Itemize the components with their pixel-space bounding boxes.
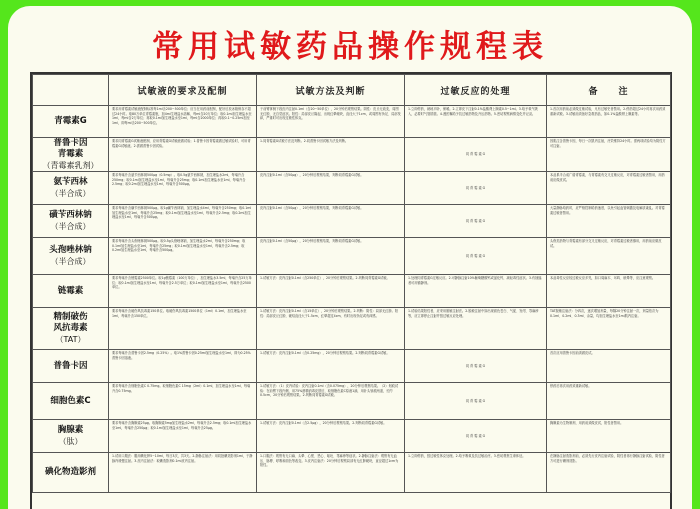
table-row [33,308,671,350]
table-row [33,138,671,172]
drug-name: 细胞色素C [50,395,91,406]
drug-name-cell [33,106,109,138]
method-cell: 于前臂掌侧下段皮内注射0.1ml（含20~50单位），20分钟后观察结果。阴性：皮丘无改变，周围无红肿，无自觉症状。阳性：局部皮丘隆起，出现红晕硬块，直径大于1cm，或周围有伪足、局部发痒，严重时可出现过敏性休克。 [257,106,405,138]
preparation-cell: 要求用青霉素试敏液配制标准每1ml含200~500单位；应当在用药前配制，配好后放冰箱保存不超过24小时。取80万单位青霉素瓶，加4ml生理盐水溶解，每ml含20万单位；取0.1ml加生理盐水至1ml，每ml含2万单位；再取0.1ml加生理盐水至1ml，每ml含2000单位；再取0.1~0.25ml加至1ml，即每ml含200~500单位。 [109,106,257,138]
treatment-cell: 同 青 霉 素 G [405,172,547,205]
table-row [33,172,671,205]
header-preparation: 试敏液的要求及配制 [109,75,257,106]
notes-cell: 1.首次用药前必须做过敏试验，凡有过敏史者禁用。2.停药超过24小时再次用药须重新试敏。3.试敏前须备好急救药品，如0.1%盐酸肾上腺素等。 [547,106,671,138]
treatment-cell: 同 青 霉 素 G [405,350,547,383]
drug-name-cell [33,275,109,308]
preparation-cell: 要求每毫升含胸腺素25μg。取胸腺素5mg加生理盐水2ml，每毫升含2.5mg；取0.1ml加生理盐水至1ml，每毫升含250μg；取0.1ml加生理盐水至1ml，每毫升含25μg。 [109,420,257,453]
drug-name: 普鲁卡因 [53,360,88,371]
preparation-cell: 要求每毫升含氨苄西林钠500μg（0.5mg）。取0.5g氨苄西林钠，加生理盐水2ml，每毫升含250mg；取0.1ml加生理盐水至1ml，每毫升含25mg；取0.1ml加生理盐水至1ml，每毫升含2.5mg；取0.2ml加生理盐水至1ml，每毫升含500μg。 [109,172,257,205]
method-cell: 皮内注射0.1ml（含50μg），20分钟后观察结果，判断同青霉素G试敏。 [257,238,405,275]
treatment-cell: 1.试验结果阳性者，应采用脱敏注射法。2.脱敏注射中如出现面色苍白、气促、发绀、荨麻疹等，应立即停止注射并按过敏反应处理。 [405,308,547,350]
preparation-cell: 1.试用口服法：服用碘化钾5~10ml，每日3次，共3天。2.静脉注射法：用同批碘造影剂1ml，于静脉内缓慢注射。3.皮内注射法：取碘造影剂0.1ml皮内注射。 [109,453,257,493]
table-header-row [33,75,671,106]
header-drug [33,75,109,106]
notes-cell: TAT脱敏注射法：分四次，逐次增加剂量，每隔20分钟注射一次，剂量依次为0.1ml、0.2ml、0.3ml、余量，均加生理盐水至1ml肌内注射。 [547,308,671,350]
drug-name: 青霉素 [57,149,84,159]
drug-name-cell [33,383,109,420]
drug-subtitle: （肽） [58,437,83,446]
preparation-cell: 要求每毫升含普鲁卡因2.5mg（0.25%）。取1%普鲁卡因0.25ml加生理盐水至1ml，即为0.25%普鲁卡因溶液。 [109,350,257,383]
drug-name: 精制破伤 [53,312,88,322]
notes-cell: 头孢类药物与青霉素有部分交叉过敏反应，对青霉素过敏者慎用，用药前应做皮试。 [547,238,671,275]
method-cell: 1.试敏方法：皮内注射0.1ml（含15单位），20分钟后观察结果。2.判断：阴性：局部无红肿。阳性：局部皮丘红肿，硬结直径大于1.5cm，红晕超过4cm，有时出现伪足或有痒感。 [257,308,405,350]
drug-name: 风抗毒素 [53,323,88,333]
table-row [33,275,671,308]
table-row [33,106,671,138]
drug-name: 链霉素 [57,285,84,296]
method-cell: 1.试敏方法：（1）皮内试验：皮内注射0.1ml（含0.075mg），20分钟后观察结果。（2）划痕试验：在前臂下段内侧，用75%酒精消毒皮肤后，取细胞色素C原液1滴，用针头划痕两道，长约0.5cm，20分钟后观察结果。2.判断同青霉素G试敏。 [257,383,405,420]
notes-cell: 在静脉注射造影剂前，必须先行皮内注射试验，阴性者再行静脉注射试验，阴性者方可进行碘剂造影。 [547,453,671,493]
drug-name-cell [33,205,109,238]
notes-cell: 本品系半合成广谱青霉素，与青霉素有交叉过敏反应，对青霉素过敏者禁用，用药前应做皮试。 [547,172,671,205]
drug-name-cell [33,420,109,453]
table-row [33,205,671,238]
preparation-cell: 要求每毫升含磺苄西林钠500μg。取1g磺苄西林钠，加生理盐水4ml，每毫升含250mg；取0.1ml加生理盐水至1ml，每毫升含25mg；取0.1ml加生理盐水至1ml，每毫升含2.5mg；取0.2ml加生理盐水至1ml，每毫升含500μg。 [109,205,257,238]
method-cell: 1.口服法：观察有无口麻、头晕、心慌、恶心、呕吐、荨麻疹等症状。2.静脉注射法：观察有无血压、脉搏、呼吸和面色等改变。3.皮内注射法：20分钟后观察局部有无红肿硬块，直径超过1cm为阳性。 [257,453,405,493]
drug-subtitle: （TAT） [55,335,86,344]
treatment-cell: 同 青 霉 素 G [405,420,547,453]
drug-subtitle: （青霉素乳剂） [42,161,99,170]
drug-subtitle: （半合成） [50,257,91,266]
drug-name-cell [33,350,109,383]
preparation-cell: 要求每毫升含破伤风抗毒素150单位。取破伤风抗毒素1500单位（1ml）0.1ml，加生理盐水至1ml，每毫升含150单位。 [109,308,257,350]
drug-name: 普鲁卡因 [53,138,88,148]
notice-board [8,6,692,509]
table-row [33,238,671,275]
drug-name: 头孢唑林钠 [49,245,92,255]
preparation-cell: 要求每毫升含链霉素2500单位。取1g链霉素（100万单位），加生理盐水3.5ml，每毫升含25万单位；取0.1ml加生理盐水至1ml，每毫升含2.5万单位；取0.1ml加生理盐水至1ml，每毫升含2500单位。 [109,275,257,308]
header-notes: 备 注 [547,75,671,106]
table-row [33,350,671,383]
drug-subtitle: （半合成） [50,189,91,198]
treatment-cell: 同 青 霉 素 G [405,383,547,420]
drug-subtitle: （半合成） [50,222,91,231]
method-cell: 皮内注射0.1ml（含50μg），20分钟后观察结果，判断同青霉素G试敏。 [257,205,405,238]
drug-name-cell [33,172,109,205]
table-row [33,383,671,420]
method-cell: 1.试敏方法：皮内注射0.1ml（含0.25mg），20分钟后观察结果。2.判断同青霉素G试敏。 [257,350,405,383]
drug-name-cell [33,238,109,275]
method-cell: 皮内注射0.1ml（含50μg），20分钟后观察结果，判断同青霉素G试敏。 [257,172,405,205]
page-title: 常用试敏药品操作规程表 [152,29,548,65]
method-cell: 1.同青霉素G试敏方法及判断。2.同普鲁卡因试敏方法及判断。 [257,138,405,172]
method-cell: 1.试敏方法：皮内注射0.1ml（含250单位），20分钟后观察结果。2.判断同青霉素G试敏。 [257,275,405,308]
treatment-cell: 同 青 霉 素 G [405,205,547,238]
treatment-cell: 1.立即停药，按过敏性休克处理。2.给予吸氧及抗过敏治疗。3.密切观察生命体征。 [405,453,547,493]
drug-name: 氨苄西林 [53,177,88,187]
drug-name-cell [33,138,109,172]
drug-name-cell [33,308,109,350]
preparation-cell: 要求同青霉素G试敏液配制，应用青霉素G试敏液做试验；1.普鲁卡因青霉素做过敏试验时，可用青霉素G试敏液。2.需做普鲁卡因试验。 [109,138,257,172]
preparation-cell: 要求每毫升含细胞色素C 0.75mg。取细胞色素C 15mg（2ml）0.1ml，加生理盐水至1ml，每毫升含0.75mg。 [109,383,257,420]
header-method: 试敏方法及判断 [257,75,405,106]
drug-name-cell [33,453,109,493]
notes-cell: 大量静脉给药时，应严格控制给药速度，以免引起血管刺激及电解质紊乱。对青霉素过敏者禁用。 [547,205,671,238]
table-row [33,420,671,453]
header-treatment: 过敏反应的处理 [405,75,547,106]
treatment-cell: 同 青 霉 素 G [405,138,547,172]
treatment-cell: 1.处理同青霉素G过敏反应。2.可静脉注射10%葡萄糖酸钙或氯化钙，减轻毒性症状。3.有抽搐者可用镇静剂。 [405,275,547,308]
drug-name: 青霉素G [54,116,87,126]
preparation-cell: 要求每毫升含头孢唑林钠500μg。取0.5g头孢唑林钠，加生理盐水2ml，每毫升含250mg；取0.1ml加生理盐水至1ml，每毫升含25mg；取0.1ml加生理盐水至1ml，每毫升含2.5mg；取0.2ml加生理盐水至1ml，每毫升含500μg。 [109,238,257,275]
notes-cell: 胸腺素为生物制剂，用药前须做皮试，阳性者禁用。 [547,420,671,453]
treatment-cell: 同 青 霉 素 G [405,238,547,275]
drug-name: 胸腺素 [57,425,84,435]
table-row [33,453,671,493]
procedure-table [30,72,672,509]
notes-cell: 本品毒性反应较过敏反应多见，如口周麻木、耳鸣、眩晕等，应注意观察。 [547,275,671,308]
drug-name: 碘化物造影剂 [44,467,96,477]
treatment-cell: 1.立即停药，就地平卧，保暖。2.立即皮下注射0.1%盐酸肾上腺素0.5~1ml。3.给予氧气吸入，必要时气管插管。4.遵医嘱给予抗过敏药物及升压药物。5.密切观察病情变化并记录。 [405,106,547,138]
method-cell: 1.试敏方法：皮内注射0.1ml（含2.5μg），20分钟后观察结果。2.判断同青霉素G试敏。 [257,420,405,453]
drug-name: 磺苄西林钠 [49,210,92,220]
notes-cell: 因肌注含普鲁卡因，每日一次肌内注射，疗效维持24小时。需两项试验均为阴性方可注射。 [547,138,671,172]
notes-cell: 停药后再次用药须重新试敏。 [547,383,671,420]
notes-cell: 首次应用普鲁卡因前须做皮试。 [547,350,671,383]
